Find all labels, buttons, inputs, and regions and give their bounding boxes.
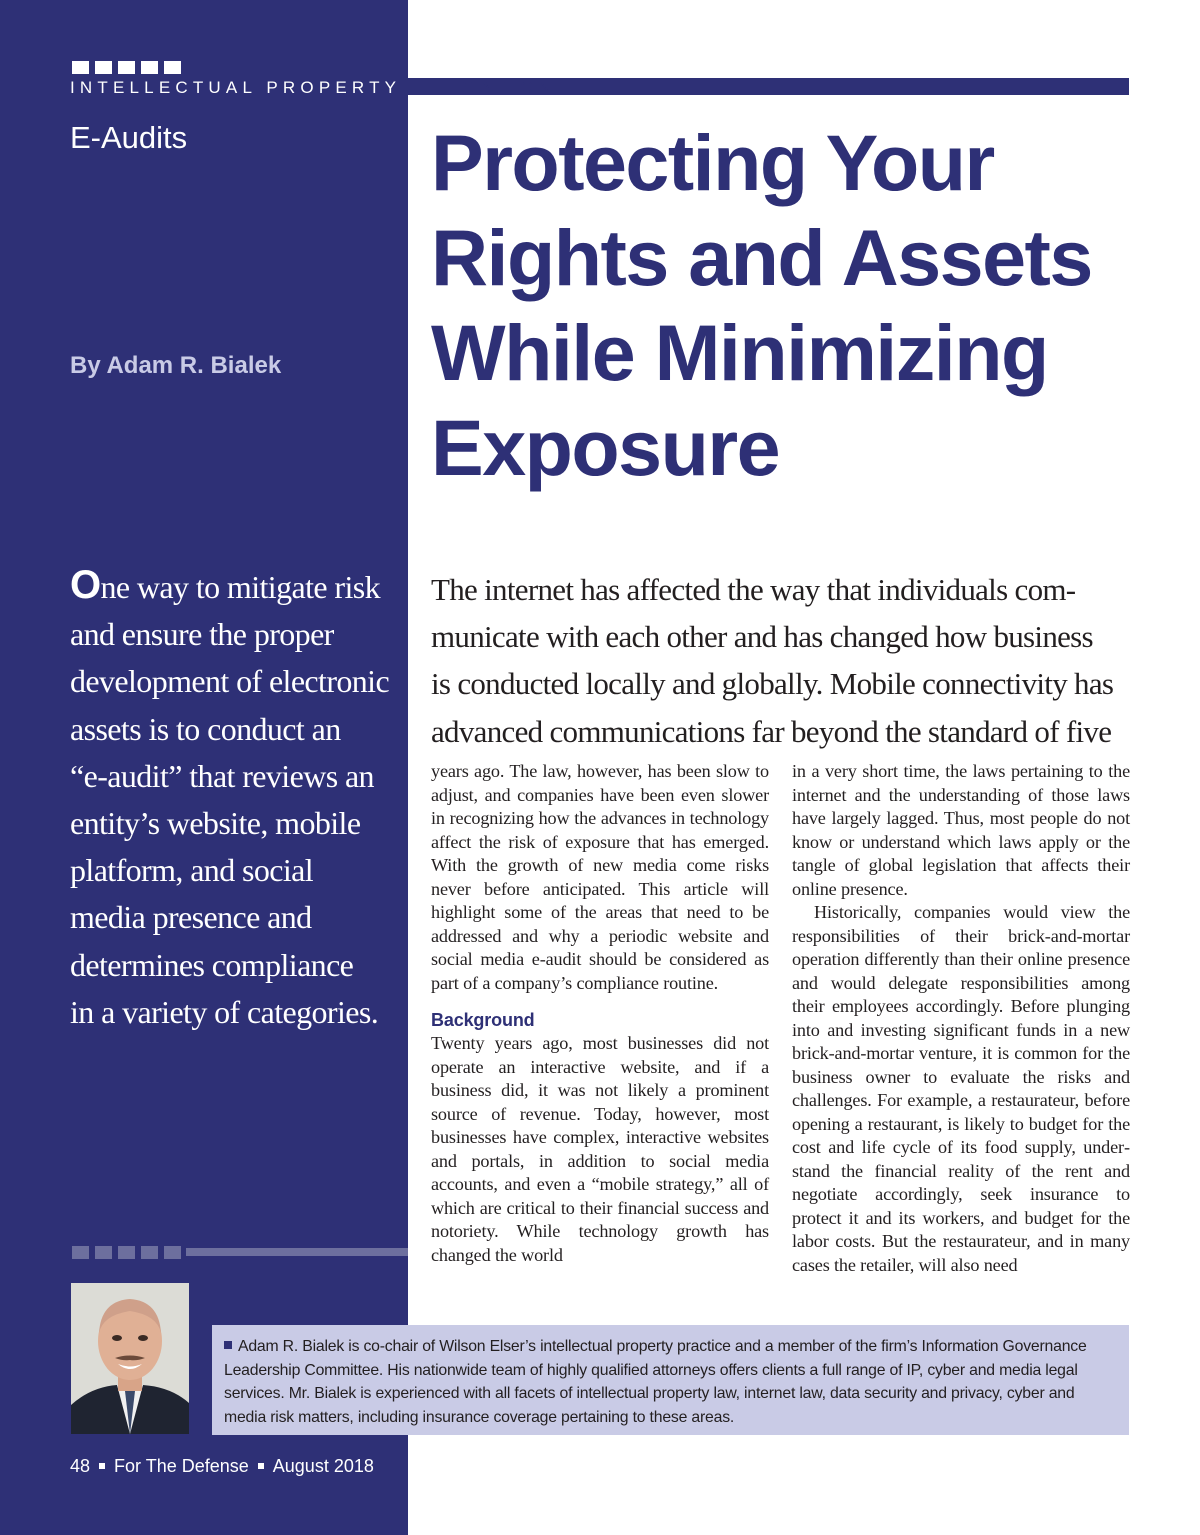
kicker: E-Audits	[70, 120, 188, 155]
headline-line: Rights and Assets	[431, 213, 1092, 302]
publication-name: For The Defense	[114, 1456, 249, 1476]
pull-quote-line: in a variety of categories.	[70, 993, 379, 1030]
section-label-sidebar-part: INTELLECTUAL PROPERTY	[70, 78, 411, 97]
headline-line: While Minimizing	[431, 308, 1048, 397]
pull-quote-line: “e-audit” that reviews an	[70, 757, 374, 794]
subheading-background: Background	[431, 1010, 535, 1030]
deck-line: advanced communications far beyond the standard of five	[431, 713, 1112, 749]
author-photo	[71, 1283, 189, 1434]
section-squares-decoration	[72, 61, 181, 74]
pull-quote-line: media presence and	[70, 899, 312, 936]
page-number: 48	[70, 1456, 91, 1476]
deck-line: municate with each other and has changed how business	[431, 619, 1093, 655]
deck-line: The internet has affected the way that individuals com-	[431, 572, 1076, 607]
headline-line: Protecting Your	[431, 118, 994, 207]
pull-quote-line: assets is to conduct an	[70, 710, 341, 747]
body-paragraph: years ago. The law, however, has been slow to adjust, and companies have been even slower in recognizing how the advances in technology affect the risk of exposure that has emerged. With the growth of new media come risks never before anticipated. This article will highlight some of the areas that need to be addressed and why a periodic website and social media e-audit should be considered as part of a company’s compliance routine.	[431, 761, 769, 993]
pull-quote-line: platform, and social	[70, 852, 314, 889]
pull-quote-line: determines compliance	[70, 946, 354, 983]
deck-line: is conducted locally and globally. Mobile connectivity has	[431, 666, 1114, 702]
body-paragraph: in a very short time, the laws pertaining to the internet and the understanding of those laws have largely lagged. Thus, most people do not know or understand which laws apply or the tangle of global legislation that affects their online presence.	[792, 761, 1130, 899]
bio-bullet-square	[224, 1341, 232, 1349]
author-bio-box	[212, 1325, 1129, 1435]
pull-quote	[70, 562, 400, 1036]
pull-quote-dropcap: O	[70, 563, 101, 607]
author-rule	[186, 1248, 408, 1256]
pull-quote-line: and ensure the proper	[70, 616, 334, 653]
body-paragraph: Twenty years ago, most businesses did not operate an interactive website, and if a business did, it was not likely a prominent source of revenue. Today, however, most businesses have complex, interactive websites and portals, in addition to social media accounts, and even a “mobile strategy,” all of which are critical to their financial success and notoriety. While technology growth has changed the world	[431, 1033, 769, 1265]
section-label-rest: LITIGATION	[410, 78, 557, 97]
author-squares-decoration	[72, 1246, 181, 1259]
footer-separator	[258, 1463, 264, 1469]
pull-quote-line: development of electronic	[70, 663, 390, 700]
page-footer	[70, 1456, 374, 1477]
footer-separator	[99, 1463, 105, 1469]
issue-date: August 2018	[272, 1456, 374, 1476]
article-deck	[431, 566, 1131, 755]
byline: By Adam R. Bialek	[70, 352, 282, 379]
author-bio-text: Adam R. Bialek is co-chair of Wilson Elser’s intellectual property practice and a member of the firm’s Information Governance Leadership Committee. His nationwide team of highly qualified attorneys offers clients a full range of IP, cyber and media legal services. Mr. Bialek is experienced with all facets of intellectual property law, internet law, data security and privacy, cyber and media risk matters, including insurance coverage pertaining to these areas.	[224, 1338, 1087, 1426]
pull-quote-line: One way to mitigate risk	[70, 563, 380, 607]
article-headline	[431, 115, 1181, 495]
pull-quote-line: entity’s website, mobile	[70, 805, 361, 842]
section-label	[70, 78, 556, 97]
body-column-right	[792, 760, 1130, 1277]
body-paragraph: Historically, companies would view the responsibilities of their brick-and-mortar operation differently than their online presence and would delegate responsibilities among their employees accordingly. Before plunging into and investing significant funds in a new brick-and-mortar venture, it is common for the business owner to evaluate the risks and challenges. For example, a restaurateur, before opening a restaurant, is likely to budget for the cost and life cycle of its food supply, understand the financial reality of the rent and negotiate accordingly, seek insurance to protect it and its workers, and budget for the labor costs. But the restaurateur, and in many cases the retailer, will also need	[792, 902, 1130, 1275]
body-column-left	[431, 760, 769, 1267]
headline-line: Exposure	[431, 403, 780, 492]
